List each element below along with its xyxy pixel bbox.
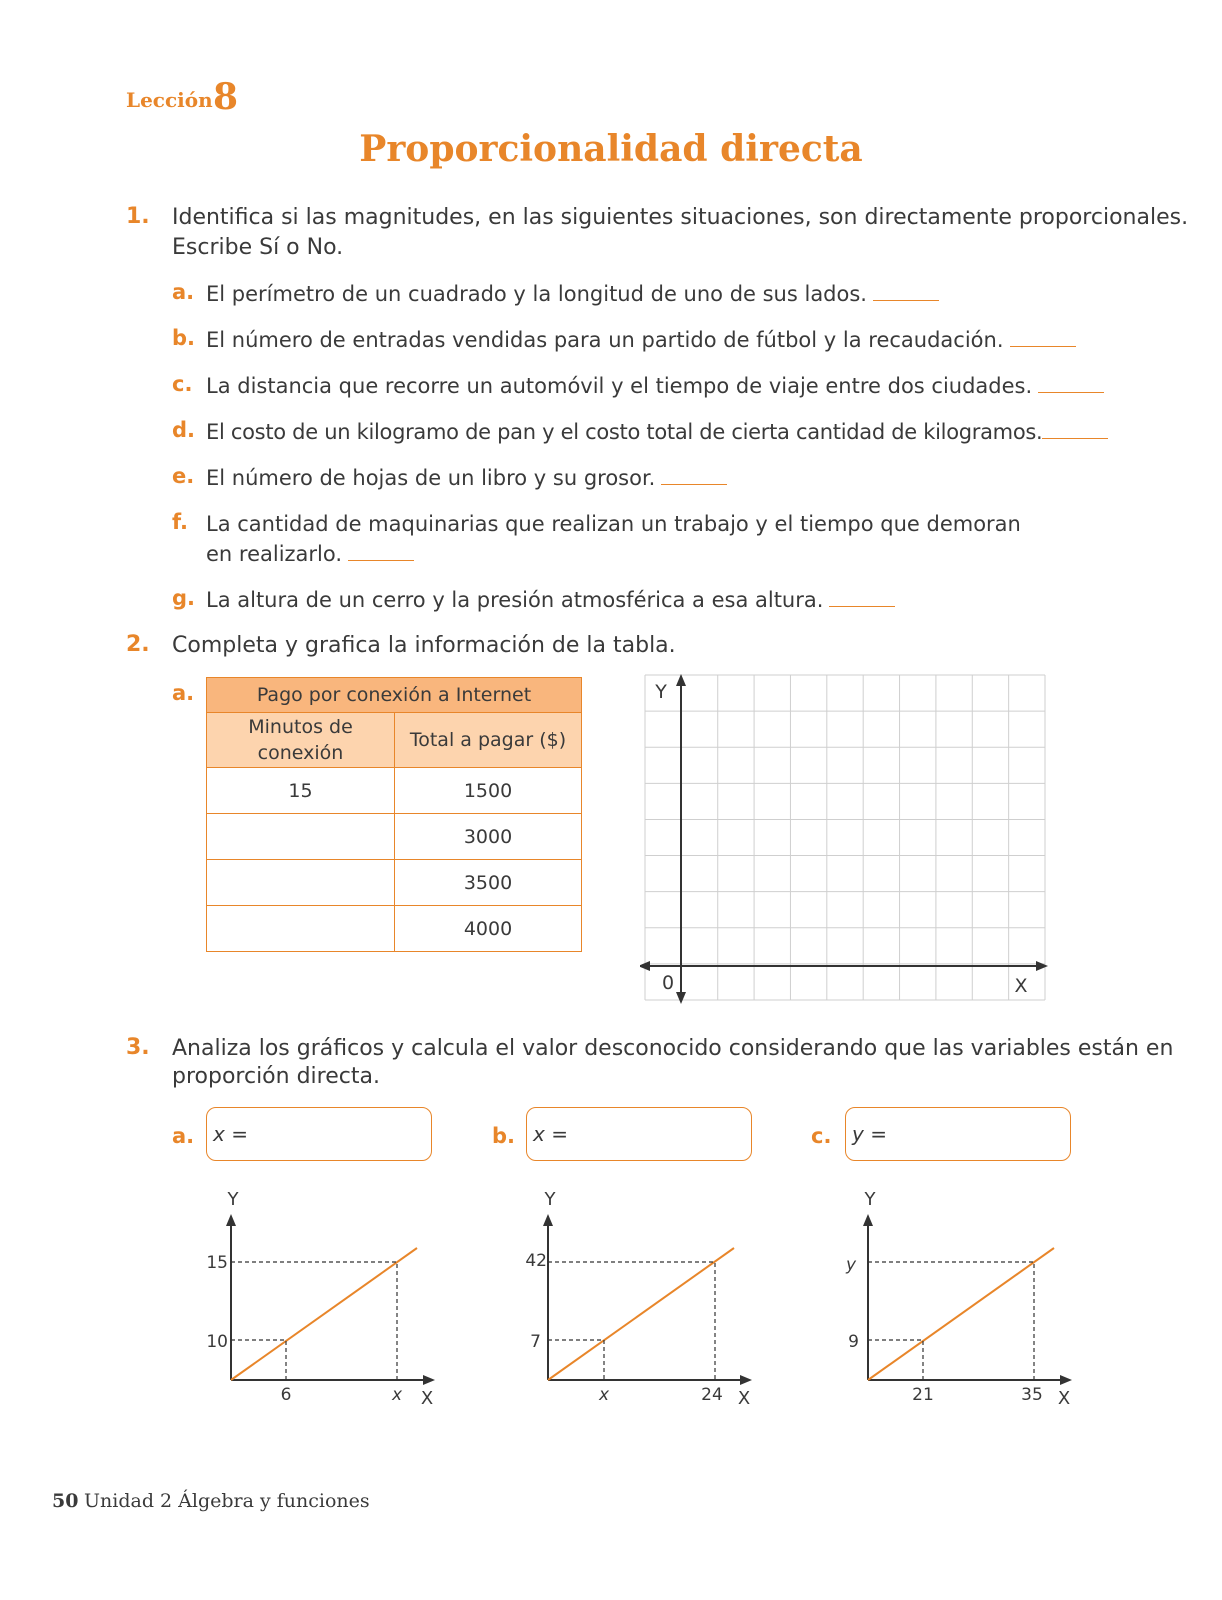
q1-item-b-text: El número de entradas vendidas para un partido de fútbol y la recaudación. [206, 328, 1004, 352]
graph-b-x-tick-right: 24 [701, 1385, 723, 1405]
graph-a-y-arrow [226, 1214, 236, 1226]
question-3-text-line2: proporción directa. [172, 1064, 380, 1089]
answer-blank-b[interactable] [1010, 346, 1076, 347]
question-1-number: 1. [126, 204, 150, 229]
page-title: Proporcionalidad directa [359, 128, 863, 170]
q1-item-letter-e: e. [172, 464, 195, 488]
table-header-minutes-line1: Minutos de [248, 716, 353, 738]
graph-b-y-tick-bottom: 7 [530, 1332, 541, 1352]
question-3-number: 3. [126, 1035, 150, 1060]
graph-a-x-arrow [423, 1375, 435, 1385]
y-axis-arrow-down [676, 992, 686, 1004]
graph-a-y-tick-top: 15 [206, 1253, 228, 1273]
answer-blank-d[interactable] [1042, 438, 1108, 439]
table-row [207, 906, 582, 952]
q1-item-e [206, 463, 727, 493]
q1-item-f-line2 [206, 539, 414, 569]
graph-c-x-label: X [1057, 1388, 1071, 1409]
graph-c-y-label: Y [864, 1189, 876, 1210]
q1-item-g [206, 585, 895, 615]
graph-a-y-tick-bottom: 10 [206, 1332, 228, 1352]
answer-blank-g[interactable] [829, 606, 895, 607]
answer-box-b[interactable]: x = [526, 1107, 752, 1161]
question-1-text-line2: Escribe Sí o No. [172, 235, 344, 260]
question-2-number: 2. [126, 632, 150, 657]
graph-c-y-arrow [863, 1214, 873, 1226]
table-cell-minutes[interactable]: 15 [207, 768, 395, 814]
table-row [207, 814, 582, 860]
answer-blank-e[interactable] [661, 484, 727, 485]
footer-unit-label: Unidad 2 [84, 1490, 173, 1512]
footer-unit [84, 1490, 370, 1512]
graph-b-x-label: X [737, 1388, 751, 1409]
q1-item-d-text: El costo de un kilogramo de pan y el costo total de cierta cantidad de kilogramos. [206, 420, 1043, 444]
graph-c-x-arrow [1060, 1375, 1072, 1385]
graph-b-y-tick-top: 42 [525, 1251, 547, 1271]
table-row [207, 860, 582, 906]
q1-item-letter-b: b. [172, 326, 196, 350]
graph-a-x-tick-right: x [391, 1385, 403, 1405]
x-axis-arrow-right [1036, 961, 1048, 971]
table-cell-minutes[interactable] [207, 860, 395, 906]
q1-item-g-text: La altura de un cerro y la presión atmosférica a esa altura. [206, 588, 824, 612]
graph-b-y-label: Y [544, 1189, 556, 1210]
question-2-text: Completa y grafica la información de la tabla. [172, 633, 676, 658]
footer-page-number: 50 [52, 1490, 79, 1512]
question-1-text-line1: Identifica si las magnitudes, en las siguientes situaciones, son directamente proporcionales. [172, 205, 1189, 230]
q1-item-f-line1: La cantidad de maquinarias que realizan un trabajo y el tiempo que demoran [206, 512, 1021, 536]
table-cell-total: 3000 [395, 814, 582, 860]
graph-b-x-arrow [740, 1375, 752, 1385]
q1-item-a [206, 279, 939, 309]
q1-item-letter-c: c. [172, 372, 193, 396]
graph-b [512, 1180, 762, 1410]
grid-y-label: Y [655, 681, 667, 703]
graph-a-x-tick-left: 6 [280, 1385, 292, 1405]
q1-item-b [206, 325, 1076, 355]
graph-c-y-tick-top: y [845, 1255, 856, 1275]
table-cell-total: 1500 [395, 768, 582, 814]
connection-table [206, 677, 582, 952]
answer-box-c[interactable]: y = [845, 1107, 1071, 1161]
q3-letter-c: c. [811, 1124, 832, 1148]
graph-a-line [231, 1248, 417, 1380]
footer-unit-title: Álgebra y funciones [178, 1490, 370, 1512]
q3-letter-b: b. [492, 1124, 516, 1148]
lesson-number: 8 [213, 76, 239, 118]
q3-letter-a: a. [172, 1124, 195, 1148]
answer-blank-f[interactable] [348, 560, 414, 561]
question-3-text-line1: Analiza los gráficos y calcula el valor desconocido considerando que las variables están en [172, 1036, 1174, 1061]
q2-letter-a: a. [172, 681, 195, 705]
graph-b-line [548, 1248, 734, 1380]
graph-c [832, 1180, 1082, 1410]
graph-b-y-arrow [543, 1214, 553, 1226]
table-header-minutes [207, 713, 395, 768]
answer-blank-c[interactable] [1038, 392, 1104, 393]
table-title: Pago por conexión a Internet [207, 678, 582, 713]
q1-item-f-text2: en realizarlo. [206, 542, 343, 566]
graph-b-x-tick-left: x [598, 1385, 610, 1405]
table-cell-total: 4000 [395, 906, 582, 952]
graph-c-y-tick-bottom: 9 [848, 1332, 859, 1352]
grid-origin-label: 0 [661, 972, 675, 994]
q1-item-letter-a: a. [172, 280, 195, 304]
table-cell-total: 3500 [395, 860, 582, 906]
graph-a-x-label: X [420, 1388, 434, 1409]
q1-item-letter-f: f. [172, 510, 188, 534]
q1-item-d [206, 417, 1108, 447]
answer-box-a[interactable]: x = [206, 1107, 432, 1161]
answer-blank-a[interactable] [873, 300, 939, 301]
graph-grid[interactable] [640, 670, 1060, 1015]
table-cell-minutes[interactable] [207, 906, 395, 952]
q1-item-c [206, 371, 1104, 401]
table-header-minutes-line2: conexión [257, 742, 344, 764]
grid-x-label: X [1014, 975, 1028, 997]
grid-lines [645, 675, 1045, 1000]
table-row [207, 768, 582, 814]
y-axis-arrow-up [676, 674, 686, 686]
graph-c-x-tick-left: 21 [912, 1385, 934, 1405]
graph-c-line [868, 1248, 1054, 1380]
q1-item-letter-d: d. [172, 418, 196, 442]
q1-item-e-text: El número de hojas de un libro y su grosor. [206, 466, 656, 490]
table-header-total: Total a pagar ($) [395, 713, 582, 768]
q1-item-letter-g: g. [172, 586, 196, 610]
lesson-label: Lección [126, 88, 213, 112]
graph-a-y-label: Y [227, 1189, 239, 1210]
graph-a [195, 1180, 445, 1410]
table-cell-minutes[interactable] [207, 814, 395, 860]
graph-c-x-tick-right: 35 [1021, 1385, 1043, 1405]
q1-item-a-text: El perímetro de un cuadrado y la longitud de uno de sus lados. [206, 282, 867, 306]
q1-item-c-text: La distancia que recorre un automóvil y el tiempo de viaje entre dos ciudades. [206, 374, 1033, 398]
